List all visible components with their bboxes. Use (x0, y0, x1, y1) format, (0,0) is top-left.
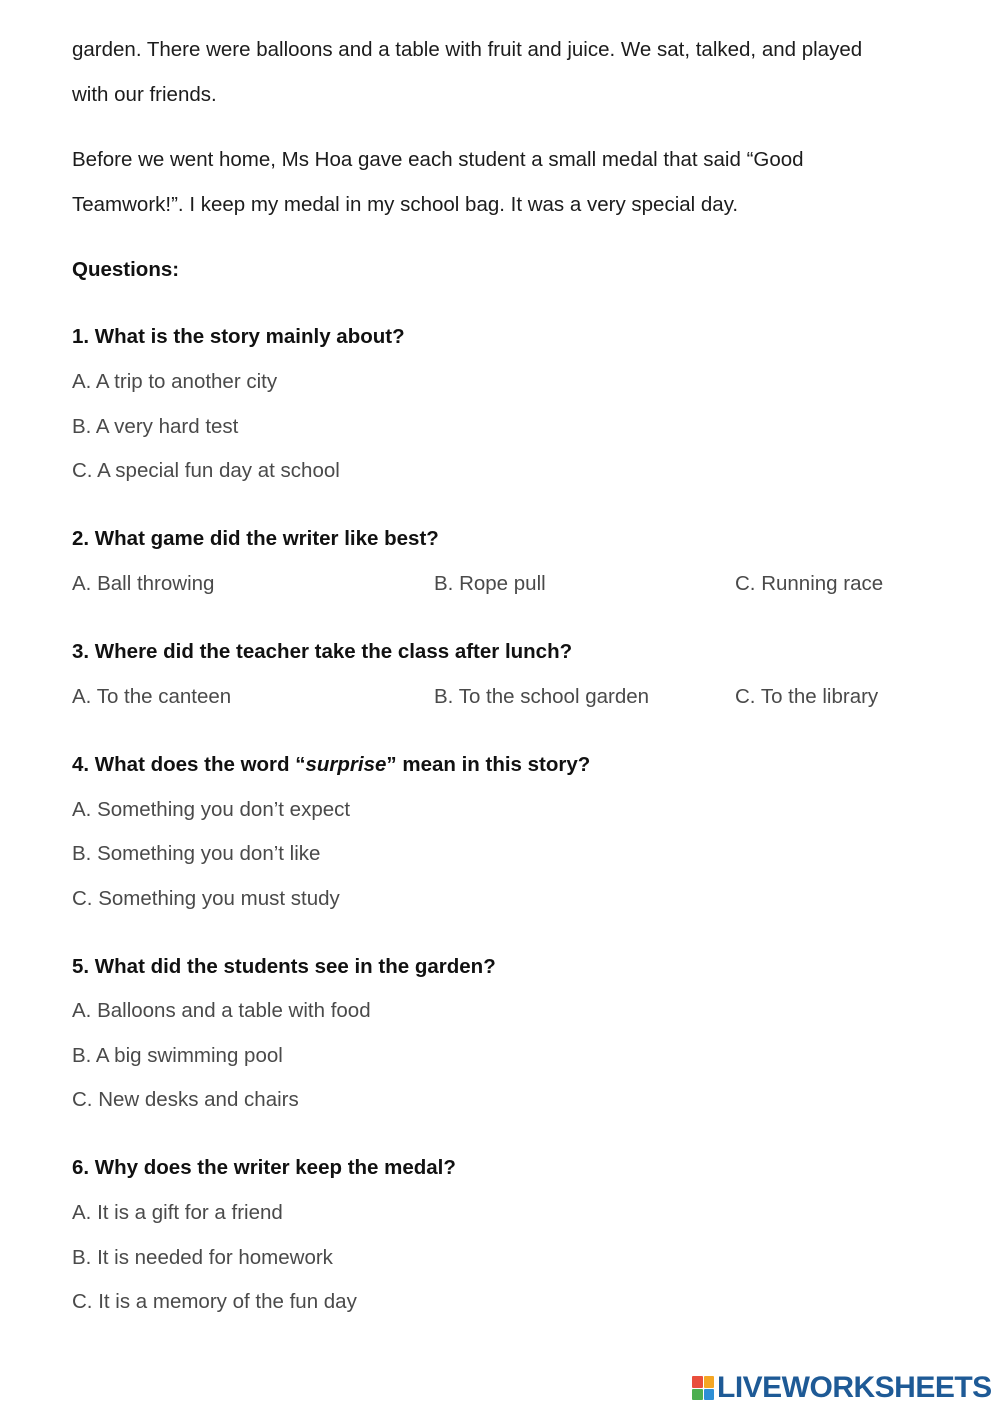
question-3-option-a: A. To the canteen (72, 685, 232, 708)
passage-line: garden. There were balloons and a table with fruit and juice. We sat, talked, and played (72, 38, 863, 61)
question-3-option-c: C. To the library (735, 685, 879, 708)
passage-line: Before we went home, Ms Hoa gave each student a small medal that said “Good (72, 148, 804, 171)
question-4-option-b: B. Something you don’t like (72, 842, 321, 865)
question-4-text (72, 752, 590, 778)
question-1-option-a: A. A trip to another city (72, 370, 278, 393)
passage-paragraph-1 (72, 28, 932, 117)
liveworksheets-logo-icon (692, 1376, 714, 1400)
question-2-option-b: B. Rope pull (434, 572, 546, 595)
question-2-option-c: C. Running race (735, 572, 884, 595)
question-6-text: 6. Why does the writer keep the medal? (72, 1156, 456, 1179)
question-6-option-c: C. It is a memory of the fun day (72, 1290, 357, 1313)
question-1-text: 1. What is the story mainly about? (72, 325, 405, 348)
question-6-option-a: A. It is a gift for a friend (72, 1201, 283, 1224)
liveworksheets-logo-text: LIVEWORKSHEETS (717, 1371, 992, 1404)
question-6-option-b: B. It is needed for homework (72, 1246, 333, 1269)
question-5-text: 5. What did the students see in the garden? (72, 955, 496, 978)
question-5-option-a: A. Balloons and a table with food (72, 999, 371, 1022)
question-3-text: 3. Where did the teacher take the class after lunch? (72, 640, 573, 663)
question-4-option-a: A. Something you don’t expect (72, 798, 351, 821)
question-2-text: 2. What game did the writer like best? (72, 527, 439, 550)
passage-line: Teamwork!”. I keep my medal in my school bag. It was a very special day. (72, 192, 739, 216)
question-3-option-b: B. To the school garden (434, 685, 650, 708)
question-4-option-c: C. Something you must study (72, 887, 340, 910)
passage-paragraph-2 (72, 138, 932, 227)
passage-line: with our friends. (72, 82, 217, 106)
questions-heading: Questions: (72, 258, 180, 281)
liveworksheets-logo (692, 1373, 992, 1403)
question-5-option-b: B. A big swimming pool (72, 1044, 283, 1067)
question-1-option-c: C. A special fun day at school (72, 459, 340, 482)
question-1-option-b: B. A very hard test (72, 415, 239, 438)
question-2-option-a: A. Ball throwing (72, 572, 215, 595)
question-4-text-after: ” mean in this story? (386, 753, 591, 776)
question-5-option-c: C. New desks and chairs (72, 1088, 299, 1111)
question-4-emphasized-word: surprise (305, 753, 387, 776)
question-4-text-before: 4. What does the word “ (72, 753, 306, 776)
